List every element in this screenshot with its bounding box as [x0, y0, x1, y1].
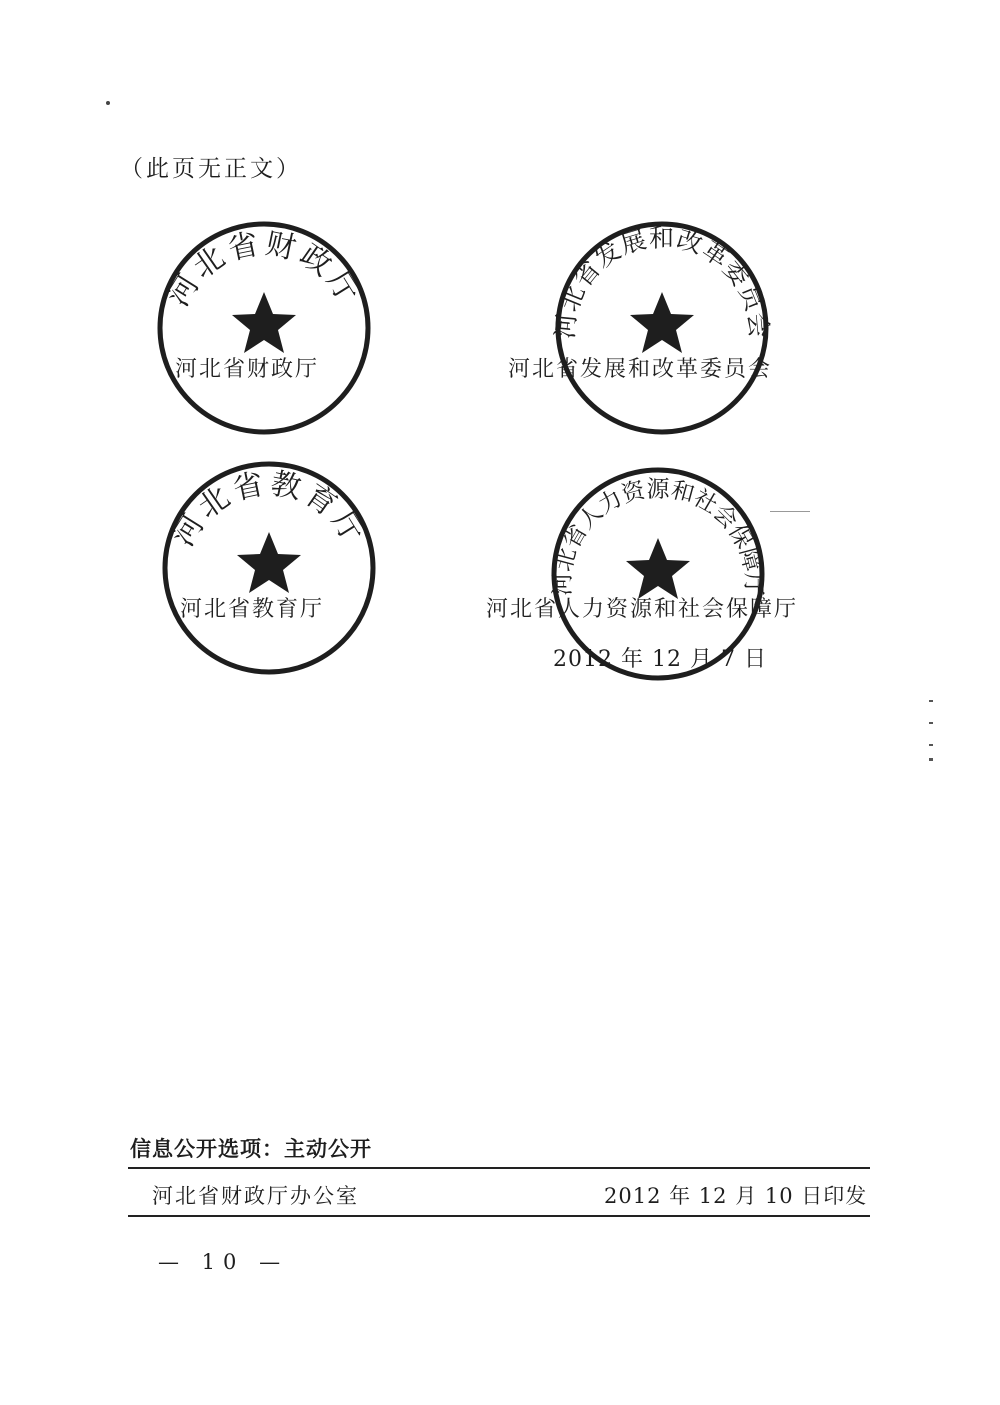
svg-text:河北省发展和改革委员会: 河北省发展和改革委员会 [550, 223, 774, 340]
footer-rule-top [128, 1167, 870, 1169]
disclosure-option: 信息公开选项：主动公开 [130, 1137, 372, 1161]
signature-human-resources-department: 河北省人力资源和社会保障厅 [486, 597, 799, 622]
signature-education-department: 河北省教育厅 [180, 597, 325, 622]
svg-text:河北省财政厅: 河北省财政厅 [160, 226, 368, 313]
footer-rule-bottom [128, 1215, 870, 1217]
issuing-office: 河北省财政厅办公室 [152, 1184, 359, 1208]
signature-development-reform-commission: 河北省发展和改革委员会 [508, 357, 773, 382]
signature-finance-department: 河北省财政厅 [175, 357, 320, 382]
issue-date: 2012 年 12 月 10 日印发 [604, 1184, 868, 1208]
signing-date: 2012 年 12 月 7 日 [553, 647, 767, 672]
svg-text:河北省教育厅: 河北省教育厅 [165, 466, 373, 553]
svg-text:河北省人力资源和社会保障厅: 河北省人力资源和社会保障厅 [549, 476, 767, 596]
page-number: — 10 — [158, 1250, 289, 1274]
no-body-note: （此页无正文） [120, 156, 302, 182]
